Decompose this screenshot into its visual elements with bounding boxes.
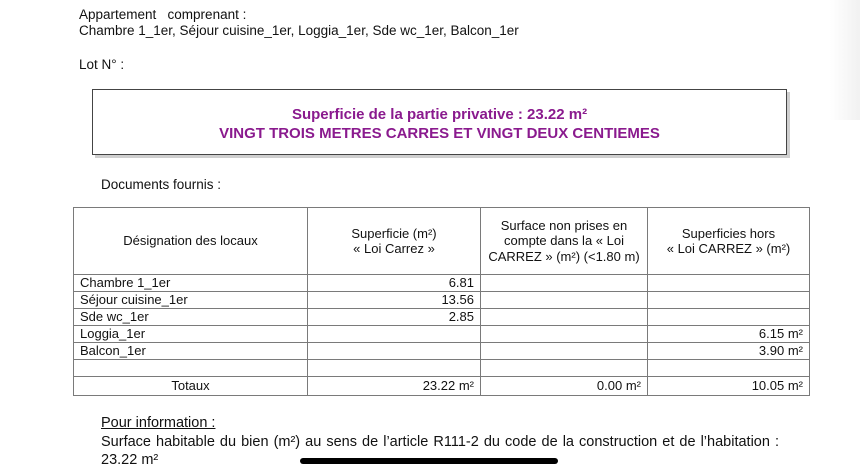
home-indicator-bar[interactable]	[300, 458, 558, 464]
information-heading: Pour information :	[101, 415, 216, 431]
table-row	[74, 275, 810, 292]
non-carrez-value	[648, 309, 810, 326]
table-row	[74, 326, 810, 343]
table-header-row	[74, 208, 810, 275]
room-name: Chambre 1_1er	[74, 275, 308, 292]
excluded-value	[481, 275, 648, 292]
room-name	[74, 360, 308, 377]
private-area-in-words: VINGT TROIS METRES CARRES ET VINGT DEUX CENTIEMES	[219, 125, 660, 142]
private-area-summary-box	[92, 89, 787, 155]
room-name: Balcon_1er	[74, 343, 308, 360]
non-carrez-value	[648, 292, 810, 309]
private-area-title: Superficie de la partie privative : 23.22 m²	[291, 106, 588, 123]
totals-row	[74, 377, 810, 396]
excluded-value	[481, 326, 648, 343]
header-designation: Désignation des locaux	[74, 208, 308, 275]
excluded-value	[481, 360, 648, 377]
information-text: Surface habitable du bien (m²) au sens de l’article R111-2 du code de la construction et de l’habitation : 23.22 m²	[101, 434, 779, 468]
carrez-value: 13.56	[308, 292, 481, 309]
intro-block	[79, 7, 519, 39]
carrez-value	[308, 343, 481, 360]
totals-label: Totaux	[74, 377, 308, 396]
room-name: Séjour cuisine_1er	[74, 292, 308, 309]
carrez-value	[308, 360, 481, 377]
non-carrez-value	[648, 275, 810, 292]
total-carrez: 23.22 m²	[308, 377, 481, 396]
table-row	[74, 360, 810, 377]
total-excluded: 0.00 m²	[481, 377, 648, 396]
rooms-list: Chambre 1_1er, Séjour cuisine_1er, Loggia_1er, Sde wc_1er, Balcon_1er	[79, 23, 519, 38]
carrez-value	[308, 326, 481, 343]
header-carrez-area: Superficie (m²) « Loi Carrez »	[308, 208, 481, 275]
carrez-value: 2.85	[308, 309, 481, 326]
excluded-value	[481, 343, 648, 360]
lot-number-label: Lot N° :	[79, 57, 125, 72]
apartment-heading: Appartement comprenant :	[79, 7, 247, 22]
header-excluded-area: Surface non prises en compte dans la « Loi CARREZ » (m²) (<1.80 m)	[481, 208, 648, 275]
non-carrez-value	[648, 360, 810, 377]
surface-table	[73, 207, 810, 396]
excluded-value	[481, 309, 648, 326]
table-row	[74, 292, 810, 309]
room-name: Sde wc_1er	[74, 309, 308, 326]
excluded-value	[481, 292, 648, 309]
total-non-carrez: 10.05 m²	[648, 377, 810, 396]
room-name: Loggia_1er	[74, 326, 308, 343]
page-edge-shadow	[830, 0, 860, 120]
non-carrez-value: 3.90 m²	[648, 343, 810, 360]
table-row	[74, 309, 810, 326]
non-carrez-value: 6.15 m²	[648, 326, 810, 343]
table-row	[74, 343, 810, 360]
carrez-value: 6.81	[308, 275, 481, 292]
header-non-carrez-area: Superficies hors « Loi CARREZ » (m²)	[648, 208, 810, 275]
documents-label: Documents fournis :	[101, 177, 222, 192]
